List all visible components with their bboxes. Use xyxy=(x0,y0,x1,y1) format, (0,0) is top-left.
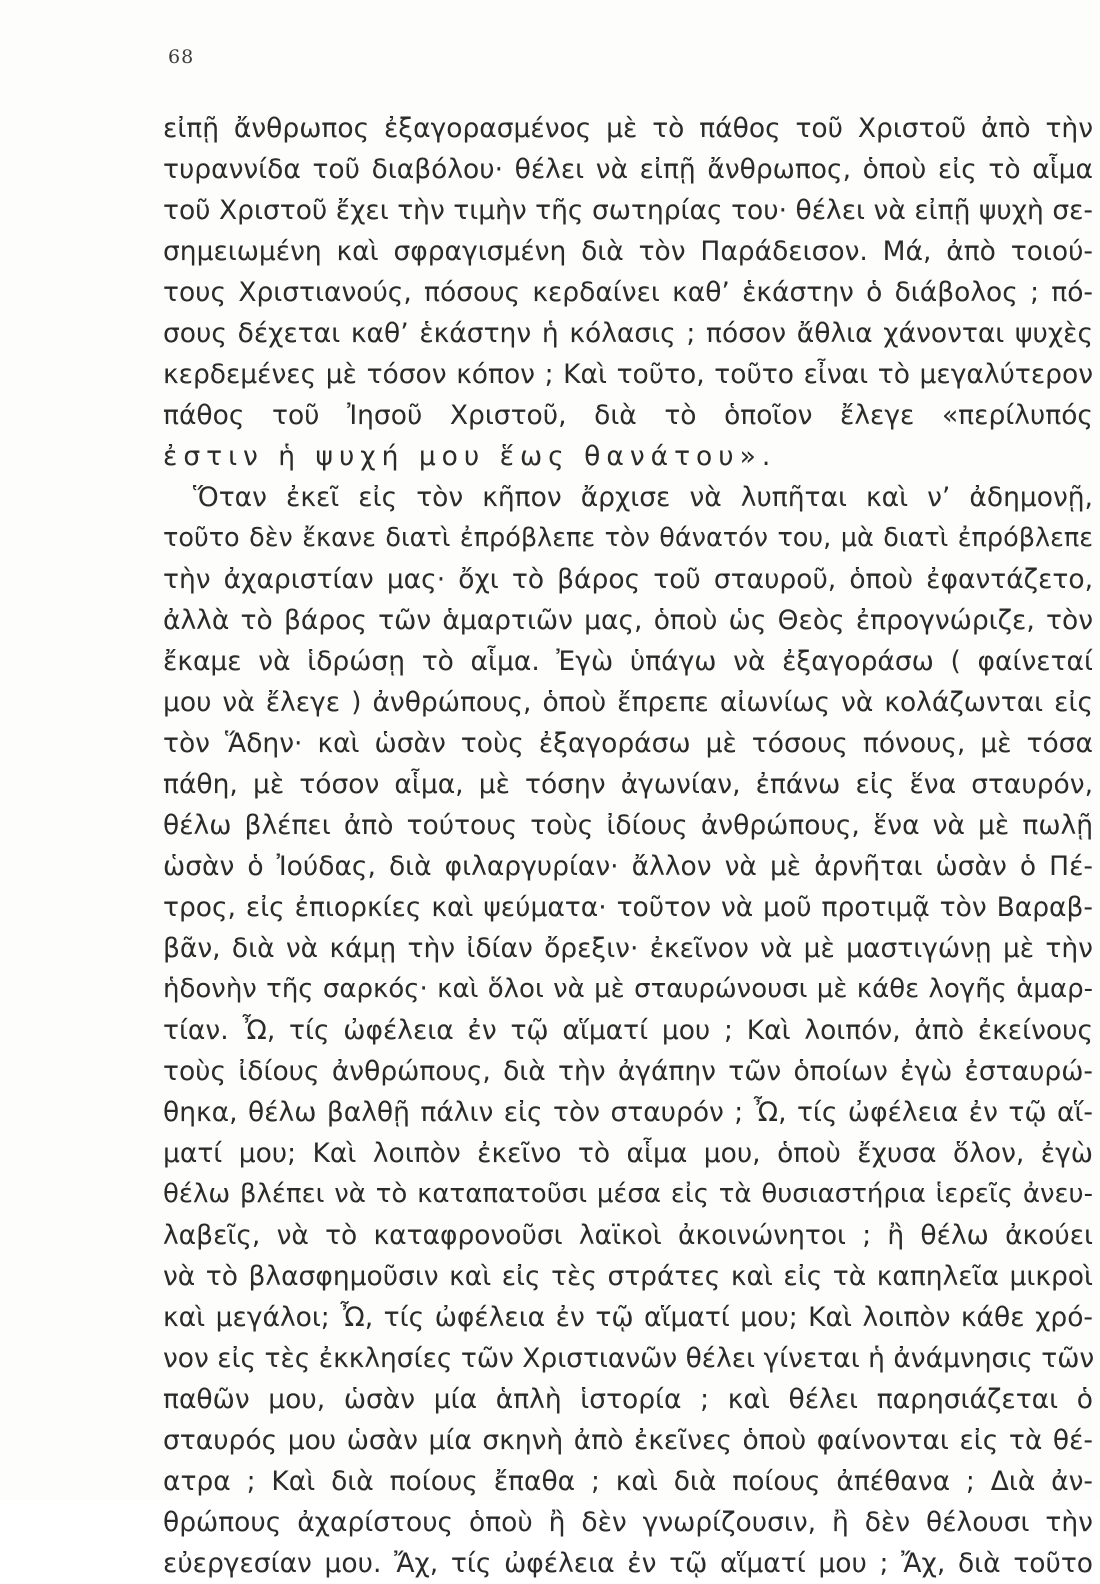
text-line: τὴν ἀχαριστίαν μας· ὄχι τὸ βάρος τοῦ σταυροῦ, ὁποὺ ἐφαντάζετο, xyxy=(163,564,1093,595)
text-line: λαβεῖς, νὰ τὸ καταφρονοῦσι λαϊκοὶ ἀκοινώνητοι ; ἢ θέλω ἀκούει xyxy=(163,1220,1093,1251)
text-line: τοὺς ἰδίους ἀνθρώπους, διὰ τὴν ἀγάπην τῶν ὁποίων ἐγὼ ἐσταυρώ- xyxy=(163,1056,1093,1087)
text-line: θρώπους ἀχαρίστους ὁποὺ ἢ δὲν γνωρίζουσιν, ἢ δὲν θέλουσι τὴν xyxy=(163,1507,1093,1538)
text-line: εἰπῇ ἄνθρωπος ἐξαγορασμένος μὲ τὸ πάθος τοῦ Χριστοῦ ἀπὸ τὴν xyxy=(163,113,1093,144)
page-number: 68 xyxy=(168,46,195,68)
text-line: θέλω βλέπει νὰ τὸ καταπατοῦσι μέσα εἰς τὰ θυσιαστήρια ἱερεῖς ἀνευ- xyxy=(163,1179,1093,1209)
text-line: τρος, εἰς ἐπιορκίες καὶ ψεύματα· τοῦτον νὰ μοῦ προτιμᾷ τὸν Βαραβ- xyxy=(163,892,1093,923)
text-line: τοῦ Χριστοῦ ἔχει τὴν τιμὴν τῆς σωτηρίας του· θέλει νὰ εἰπῇ ψυχὴ σε- xyxy=(163,195,1093,226)
body-text xyxy=(163,108,1093,1584)
text-line: εὐεργεσίαν μου. Ἄχ, τίς ὠφέλεια ἐν τῷ αἵματί μου ; Ἄχ, διὰ τοῦτο xyxy=(163,1548,1093,1579)
text-line: καὶ μεγάλοι; Ὦ, τίς ὠφέλεια ἐν τῷ αἵματί μου; Καὶ λοιπὸν κάθε χρό- xyxy=(163,1302,1093,1333)
text-line: ἀλλὰ τὸ βάρος τῶν ἁμαρτιῶν μας, ὁποὺ ὡς Θεὸς ἐπρογνώριζε, τὸν xyxy=(163,605,1093,636)
text-line: μου νὰ ἔλεγε ) ἀνθρώπους, ὁποὺ ἔπρεπε αἰωνίως νὰ κολάζωνται εἰς xyxy=(163,687,1093,718)
text-line: πάθη, μὲ τόσον αἷμα, μὲ τόσην ἀγωνίαν, ἐπάνω εἰς ἕνα σταυρόν, xyxy=(163,769,1093,800)
text-line: σημειωμένη καὶ σφραγισμένη διὰ τὸν Παράδεισον. Μά, ἀπὸ τοιού- xyxy=(163,236,1093,267)
text-line: κερδεμένες μὲ τόσον κόπον ; Καὶ τοῦτο, τοῦτο εἶναι τὸ μεγαλύτερον xyxy=(163,359,1093,390)
text-line: ατρα ; Καὶ διὰ ποίους ἔπαθα ; καὶ διὰ ποίους ἀπέθανα ; Διὰ ἀν- xyxy=(163,1466,1093,1497)
text-line: νὰ τὸ βλασφημοῦσιν καὶ εἰς τὲς στράτες καὶ εἰς τὰ καπηλεῖα μικροὶ xyxy=(163,1261,1093,1292)
text-line: ὡσὰν ὁ Ἰούδας, διὰ φιλαργυρίαν· ἄλλον νὰ μὲ ἀρνῆται ὡσὰν ὁ Πέ- xyxy=(163,851,1093,882)
text-line: ἐστιν ἡ ψυχή μου ἕως θανάτου». xyxy=(163,441,777,472)
text-line: τοῦτο δὲν ἔκανε διατὶ ἐπρόβλεπε τὸν θάνατόν του, μὰ διατὶ ἐπρόβλεπε xyxy=(163,523,1093,553)
text-line: τους Χριστιανούς, πόσους κερδαίνει καθ’ ἑκάστην ὁ διάβολος ; πό- xyxy=(163,277,1093,308)
text-line: θηκα, θέλω βαλθῇ πάλιν εἰς τὸν σταυρόν ; Ὦ, τίς ὠφέλεια ἐν τῷ αἵ- xyxy=(163,1097,1093,1128)
text-line: Ὅταν ἐκεῖ εἰς τὸν κῆπον ἄρχισε νὰ λυπῆται καὶ ν’ ἀδημονῇ, xyxy=(193,482,1093,513)
text-line: ματί μου; Καὶ λοιπὸν ἐκεῖνο τὸ αἷμα μου, ὁποὺ ἔχυσα ὅλον, ἐγὼ xyxy=(163,1138,1093,1169)
text-line: ἔκαμε νὰ ἱδρώσῃ τὸ αἷμα. Ἐγὼ ὑπάγω νὰ ἐξαγοράσω ( φαίνεταί xyxy=(163,646,1093,677)
text-line: τὸν Ἅδην· καὶ ὡσὰν τοὺς ἐξαγοράσω μὲ τόσους πόνους, μὲ τόσα xyxy=(163,728,1093,759)
text-line: παθῶν μου, ὡσὰν μία ἁπλὴ ἱστορία ; καὶ θέλει παρησιάζεται ὁ xyxy=(163,1384,1093,1415)
text-line: τίαν. Ὦ, τίς ὠφέλεια ἐν τῷ αἵματί μου ; Καὶ λοιπόν, ἀπὸ ἐκείνους xyxy=(163,1015,1093,1046)
text-line: θέλω βλέπει ἀπὸ τούτους τοὺς ἰδίους ἀνθρώπους, ἕνα νὰ μὲ πωλῇ xyxy=(163,810,1093,841)
text-line: ἡδονὴν τῆς σαρκός· καὶ ὅλοι νὰ μὲ σταυρώνουσι μὲ κάθε λογῆς ἁμαρ- xyxy=(163,974,1093,1004)
text-line: βᾶν, διὰ νὰ κάμῃ τὴν ἰδίαν ὄρεξιν· ἐκεῖνον νὰ μὲ μαστιγώνῃ μὲ τὴν xyxy=(163,933,1093,964)
text-line: πάθος τοῦ Ἰησοῦ Χριστοῦ, διὰ τὸ ὁποῖον ἔλεγε «περίλυπός xyxy=(163,400,1093,431)
text-line: νον εἰς τὲς ἐκκλησίες τῶν Χριστιανῶν θέλει γίνεται ἡ ἀνάμνησις τῶν xyxy=(163,1343,1095,1374)
text-line: σταυρός μου ὡσὰν μία σκηνὴ ἀπὸ ἐκεῖνες ὁποὺ φαίνονται εἰς τὰ θέ- xyxy=(163,1425,1093,1456)
text-line: σους δέχεται καθ’ ἑκάστην ἡ κόλασις ; πόσον ἄθλια χάνονται ψυχὲς xyxy=(163,318,1093,349)
text-line: τυραννίδα τοῦ διαβόλου· θέλει νὰ εἰπῇ ἄνθρωπος, ὁποὺ εἰς τὸ αἷμα xyxy=(163,154,1093,185)
